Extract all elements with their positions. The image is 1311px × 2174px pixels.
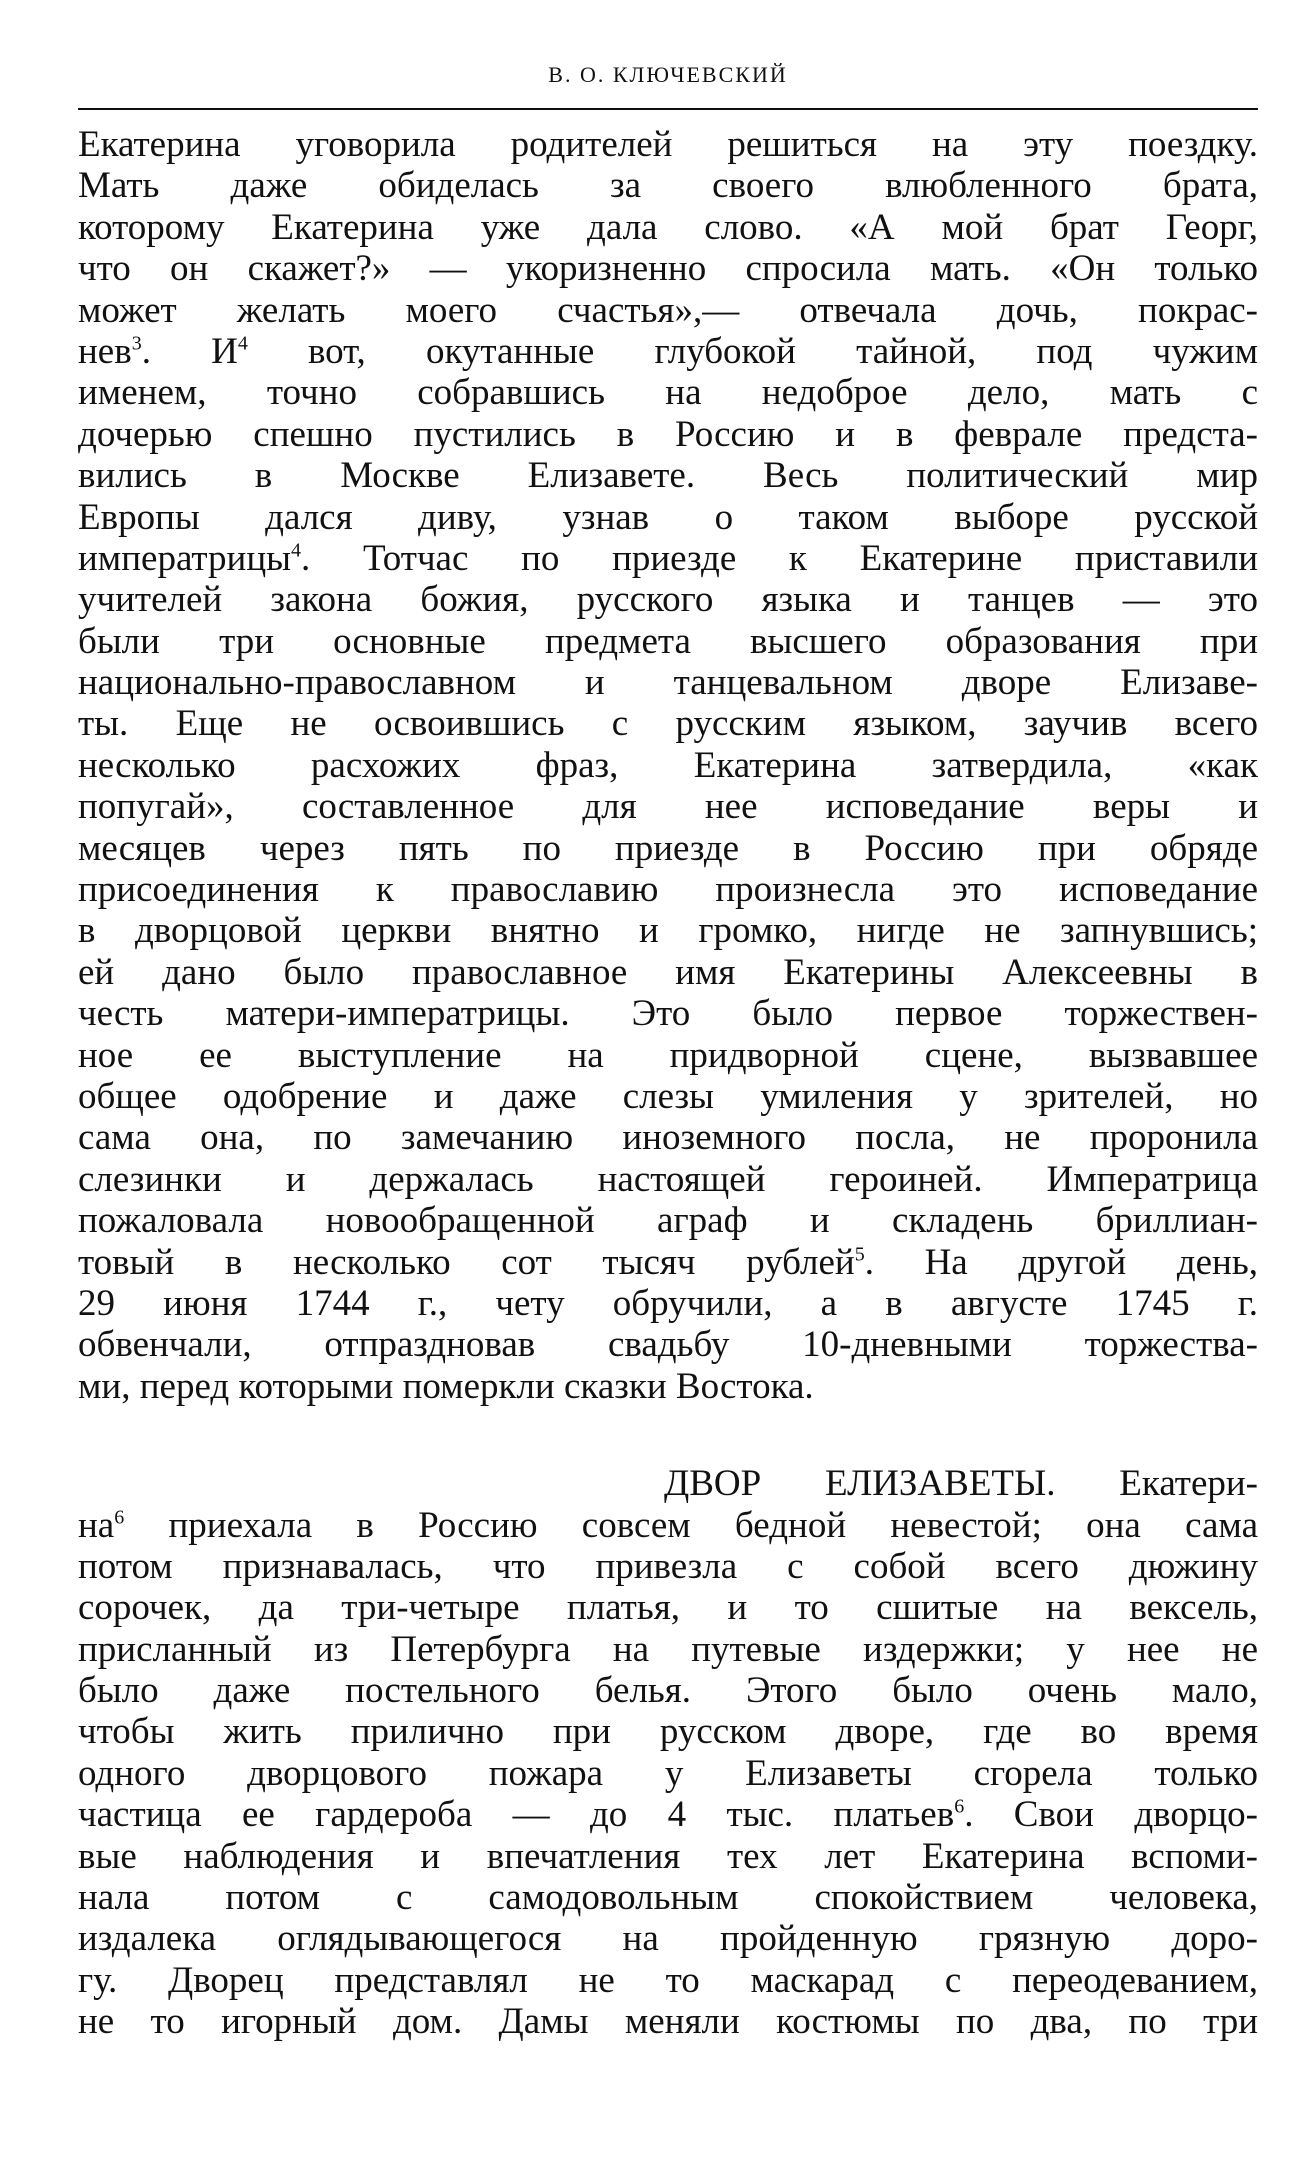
text-line: присланный из Петербурга на путевые издержки; у нее не bbox=[78, 1628, 1258, 1670]
text-line: ты. Еще не освоившись с русским языком, заучив всего bbox=[78, 703, 1258, 745]
text-line: Мать даже обиделась за своего влюбленного брата, bbox=[78, 165, 1258, 207]
text-line: ное ее выступление на придворной сцене, вызвавшее bbox=[78, 1034, 1258, 1076]
text-line: пожаловала новообращенной аграф и складень бриллиан- bbox=[78, 1200, 1258, 1242]
text-line: именем, точно собравшись на недоброе дело, мать с bbox=[78, 372, 1258, 414]
text-line: которому Екатерина уже дала слово. «А мой брат Георг, bbox=[78, 206, 1258, 248]
text-line: вые наблюдения и впечатления тех лет Екатерина вспоми- bbox=[78, 1835, 1258, 1877]
text-line: несколько расхожих фраз, Екатерина затвердила, «как bbox=[78, 744, 1258, 786]
text-line: Екатерина уговорила родителей решиться на эту поездку. bbox=[78, 124, 1258, 165]
text-line: может желать моего счастья»,— отвечала дочь, покрас- bbox=[78, 289, 1258, 331]
paragraph-1 bbox=[78, 124, 1258, 1407]
text-line: присоединения к православию произнесла это исповедание bbox=[78, 869, 1258, 911]
text-line: чтобы жить прилично при русском дворе, где во время bbox=[78, 1711, 1258, 1753]
text-line: 29 июня 1744 г., чету обручили, а в августе 1745 г. bbox=[78, 1282, 1258, 1324]
text-line: сорочек, да три-четыре платья, и то сшитые на вексель, bbox=[78, 1587, 1258, 1629]
text-line: учителей закона божия, русского языка и танцев — это bbox=[78, 579, 1258, 621]
book-page bbox=[78, 60, 1258, 2043]
text-line: Европы дался диву, узнав о таком выборе русской bbox=[78, 496, 1258, 538]
text-line: в дворцовой церкви внятно и громко, нигде не запнувшись; bbox=[78, 910, 1258, 952]
text-line: слезинки и держалась настоящей героиней. Императрица bbox=[78, 1158, 1258, 1200]
text-line: императрицы$^4$. Тотчас по приезде к Екатерине приставили bbox=[78, 537, 1258, 579]
header-rule bbox=[78, 108, 1258, 110]
text-line: были три основные предмета высшего образования при bbox=[78, 620, 1258, 662]
text-line: ДВОР ЕЛИЗАВЕТЫ. Екатери- bbox=[664, 1463, 1258, 1505]
text-line: издалека оглядывающегося на пройденную грязную доро- bbox=[78, 1918, 1258, 1960]
paragraph-2 bbox=[78, 1463, 1258, 2042]
text-line: $на^6$ приехала в Россию совсем бедной невестой; она сама bbox=[78, 1504, 1258, 1546]
text-line: честь матери-императрицы. Это было первое торжествен- bbox=[78, 993, 1258, 1035]
body-text bbox=[78, 124, 1258, 2043]
text-line: было даже постельного белья. Этого было очень мало, bbox=[78, 1670, 1258, 1712]
text-line: вились в Москве Елизавете. Весь политический мир bbox=[78, 455, 1258, 497]
text-line: нала потом с самодовольным спокойствием человека, bbox=[78, 1877, 1258, 1919]
text-line: гу. Дворец представлял не то маскарад с переодеванием, bbox=[78, 1959, 1258, 2001]
text-line: национально-православном и танцевальном дворе Елизаве- bbox=[78, 662, 1258, 704]
text-line: нев$^3$. $И^4$ вот, окутанные глубокой тайной, под чужим bbox=[78, 330, 1258, 372]
text-line: что он скажет?» — укоризненно спросила мать. «Он только bbox=[78, 248, 1258, 290]
text-line: общее одобрение и даже слезы умиления у зрителей, но bbox=[78, 1075, 1258, 1117]
text-line: товый в несколько сот тысяч рублей$^5$. На другой день, bbox=[78, 1241, 1258, 1283]
text-line: месяцев через пять по приезде в Россию при обряде bbox=[78, 827, 1258, 869]
text-line: сама она, по замечанию иноземного посла, не проронила bbox=[78, 1117, 1258, 1159]
text-line: одного дворцового пожара у Елизаветы сгорела только bbox=[78, 1752, 1258, 1794]
text-line: ей дано было православное имя Екатерины Алексеевны в bbox=[78, 951, 1258, 993]
text-line: дочерью спешно пустились в Россию и в феврале предста- bbox=[78, 413, 1258, 455]
text-line: попугай», составленное для нее исповедание веры и bbox=[78, 786, 1258, 828]
paragraph-gap bbox=[78, 1407, 1258, 1463]
text-line: частица ее гардероба — до 4 тыс. платьев$^6$. Свои дворцо- bbox=[78, 1794, 1258, 1836]
text-line: потом признавалась, что привезла с собой всего дюжину bbox=[78, 1545, 1258, 1587]
text-line: ми, перед которыми померкли сказки Востока. bbox=[78, 1365, 814, 1407]
text-line: не то игорный дом. Дамы меняли костюмы по два, по три bbox=[78, 2001, 1258, 2043]
text-line: обвенчали, отпраздновав свадьбу 10-дневными торжества- bbox=[78, 1324, 1258, 1366]
running-head: В. О. КЛЮЧЕВСКИЙ bbox=[548, 62, 788, 87]
